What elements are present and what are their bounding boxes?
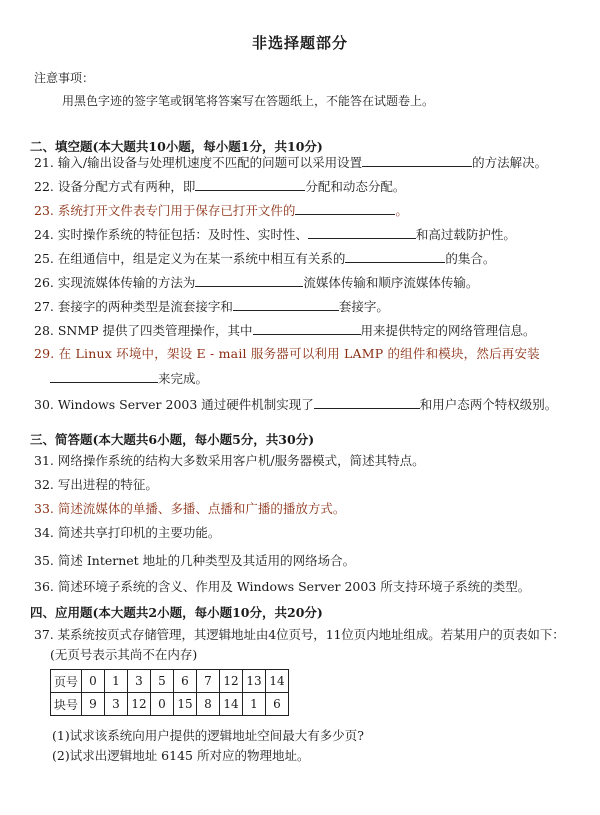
answer-blank	[295, 202, 395, 215]
question-36: 36. 简述环境子系统的含义、作用及 Windows Server 2003 所支持环境子系统的类型。	[34, 579, 531, 594]
table-row	[51, 670, 289, 693]
question-28	[34, 322, 536, 339]
section-heading-application: 四、应用题(本大题共2小题，每小题10分，共20分)	[30, 605, 323, 620]
question-29-continued	[50, 370, 208, 387]
question-32: 32. 写出进程的特征。	[34, 477, 158, 492]
question-23	[34, 202, 408, 219]
table-cell: 5	[151, 670, 174, 693]
table-cell: 3	[128, 670, 151, 693]
table-cell: 0	[151, 693, 174, 716]
table-cell: 8	[197, 693, 220, 716]
answer-blank	[314, 396, 420, 409]
question-text: 和用户态两个特权级别。	[419, 397, 558, 412]
question-text: 25. 在组通信中，组是定义为在某一系统中相互有关系的	[34, 251, 346, 266]
question-text: 22. 设备分配方式有两种，即	[34, 179, 196, 194]
question-text: 的集合。	[445, 251, 496, 266]
question-text: 套接字。	[338, 299, 389, 314]
row-header-block-number: 块号	[51, 693, 82, 716]
table-cell: 1	[105, 670, 128, 693]
question-text: 流媒体传输和顺序流媒体传输。	[303, 275, 479, 290]
table-cell: 15	[174, 693, 197, 716]
answer-blank	[233, 298, 339, 311]
answer-blank	[345, 250, 445, 263]
question-29	[34, 346, 540, 362]
section-heading-short-answer: 三、简答题(本大题共6小题，每小题5分，共30分)	[30, 432, 315, 447]
section-heading-fill-in: 二、填空题(本大题共10小题，每小题1分，共10分)	[30, 139, 323, 154]
page-title: 非选择题部分	[251, 34, 348, 52]
question-37-note: (无页号表示其尚不在内存)	[50, 647, 198, 662]
table-cell: 14	[266, 670, 289, 693]
question-text: 。	[395, 203, 408, 218]
notice-text: 用黑色字迹的签字笔或钢笔将答案写在答题纸上，不能答在试题卷上。	[62, 94, 435, 108]
question-text: 27. 套接字的两种类型是流套接字和	[34, 299, 233, 314]
question-30	[34, 396, 557, 413]
question-37-sub-1: (1)试求该系统向用户提供的逻辑地址空间最大有多少页?	[52, 728, 364, 743]
question-text: 26. 实现流媒体传输的方法为	[34, 275, 196, 290]
question-text: 的方法解决。	[472, 155, 548, 170]
question-text: 28. SNMP 提供了四类管理操作，其中	[34, 323, 253, 338]
question-27	[34, 298, 389, 315]
question-37: 37. 某系统按页式存储管理，其逻辑地址由4位页号，11位页内地址组成。若某用户的页表如下：	[34, 627, 565, 642]
table-cell: 1	[243, 693, 266, 716]
notice-label: 注意事项：	[34, 71, 95, 85]
table-cell: 7	[197, 670, 220, 693]
question-text: 21. 输入/输出设备与处理机速度不匹配的问题可以采用设置	[34, 155, 363, 170]
table-cell: 6	[266, 693, 289, 716]
question-34: 34. 简述共享打印机的主要功能。	[34, 525, 221, 540]
question-text: 24. 实时操作系统的特征包括：及时性、实时性、	[34, 227, 308, 242]
row-header-page-number: 页号	[51, 670, 82, 693]
question-text: 23. 系统打开文件表专门用于保存已打开文件的	[34, 203, 296, 218]
page-table	[50, 669, 289, 716]
question-33: 33. 简述流媒体的单播、多播、点播和广播的播放方式。	[34, 501, 346, 516]
table-cell: 12	[128, 693, 151, 716]
question-text: 分配和动态分配。	[305, 179, 406, 194]
question-24	[34, 226, 516, 243]
table-cell: 12	[220, 670, 243, 693]
table-cell: 9	[82, 693, 105, 716]
table-row	[51, 693, 289, 716]
table-cell: 6	[174, 670, 197, 693]
answer-blank	[253, 322, 361, 335]
question-22	[34, 178, 405, 195]
question-text: 29. 在 Linux 环境中，架设 E - mail 服务器可以利用 LAMP 的组件和模块，然后再安装	[34, 346, 540, 361]
question-37-sub-2: (2)试求出逻辑地址 6145 所对应的物理地址。	[52, 748, 310, 763]
question-text: 来完成。	[158, 371, 209, 386]
question-31: 31. 网络操作系统的结构大多数采用客户机/服务器模式，简述其特点。	[34, 453, 425, 468]
answer-blank	[195, 274, 303, 287]
question-21	[34, 154, 547, 171]
question-text: 和高过载防护性。	[415, 227, 516, 242]
answer-blank	[308, 226, 416, 239]
table-cell: 3	[105, 693, 128, 716]
table-cell: 14	[220, 693, 243, 716]
table-cell: 0	[82, 670, 105, 693]
question-text: 30. Windows Server 2003 通过硬件机制实现了	[34, 397, 314, 412]
question-text: 用来提供特定的网络管理信息。	[360, 323, 536, 338]
answer-blank	[50, 370, 158, 383]
answer-blank	[195, 178, 305, 191]
table-cell: 13	[243, 670, 266, 693]
answer-blank	[362, 154, 472, 167]
question-35: 35. 简述 Internet 地址的几种类型及其适用的网络场合。	[34, 553, 356, 568]
question-26	[34, 274, 478, 291]
question-25	[34, 250, 495, 267]
